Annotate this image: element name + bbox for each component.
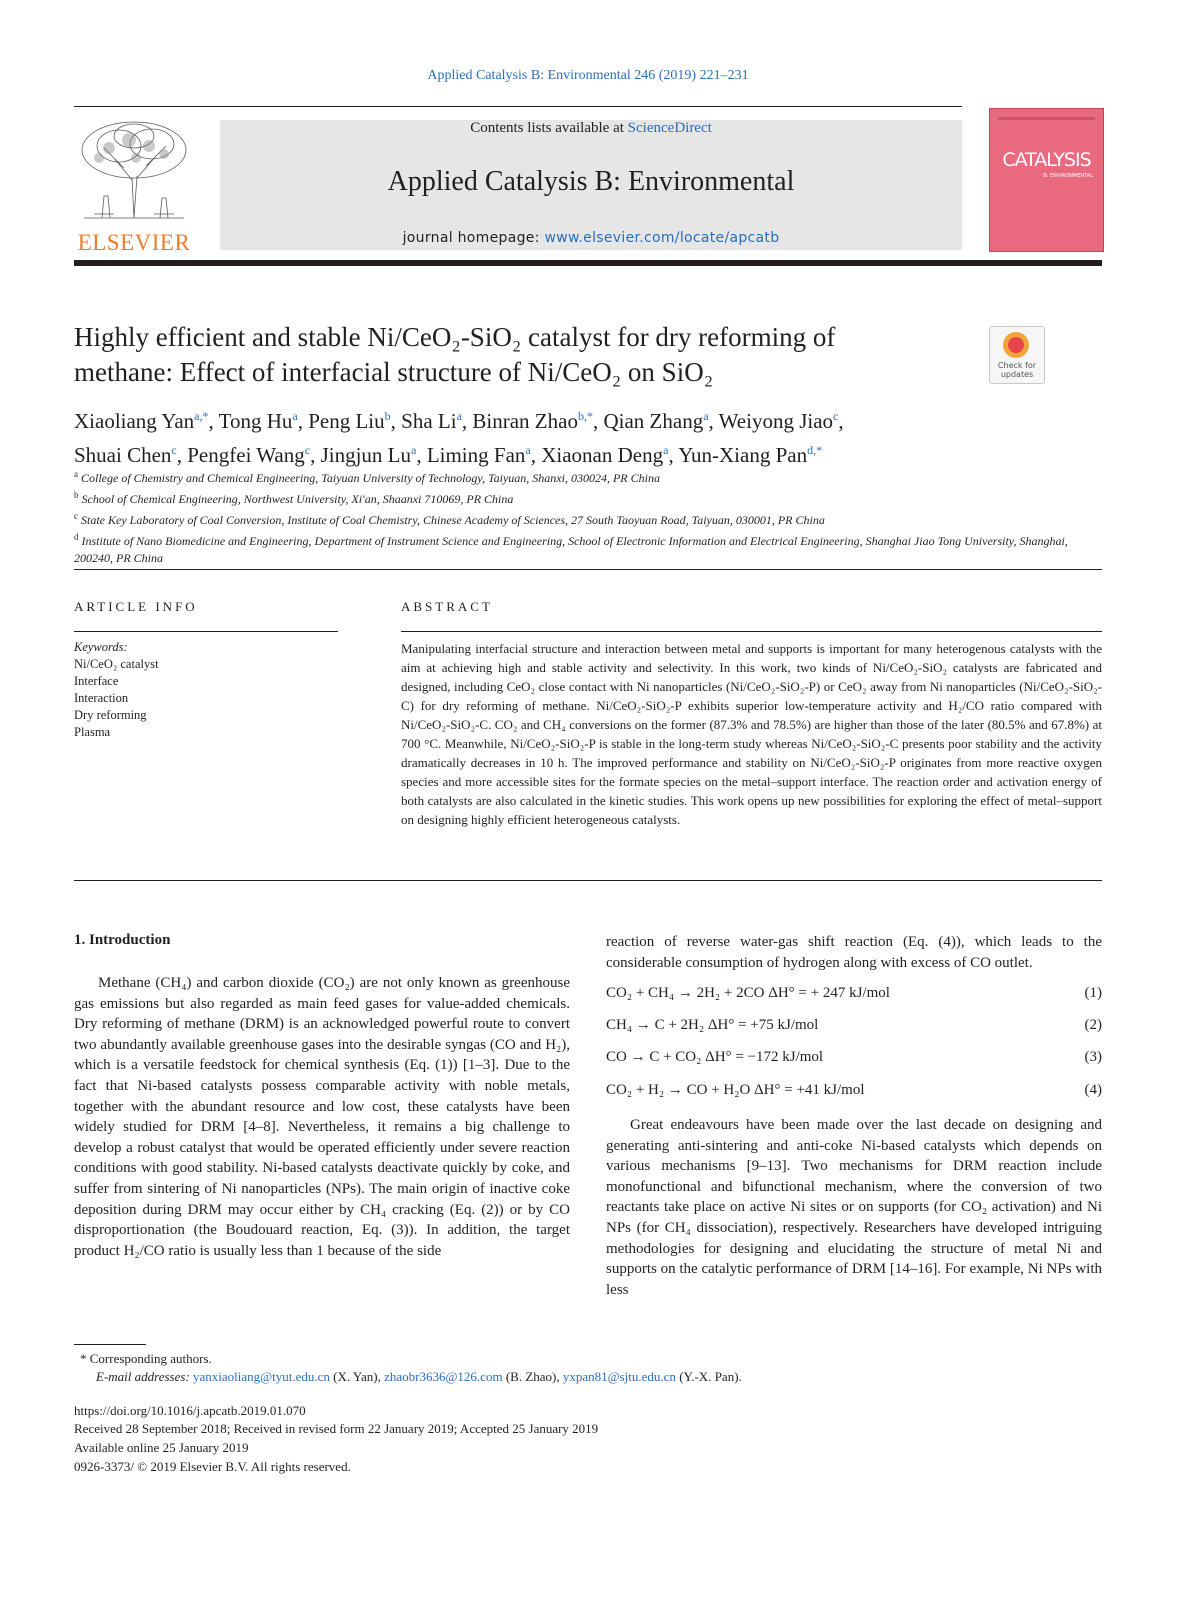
homepage-link[interactable]: www.elsevier.com/locate/apcatb [544, 230, 780, 246]
affiliation: $^c$ State Key Laboratory of Coal Conversion, Institute of Coal Chemistry, Chinese Academy of Sciences, 27 South Taoyuan Road, Taiyuan, 030001, PR China [74, 511, 825, 527]
introduction-right-paragraph-2: Great endeavours have been made over the last decade on designing and generating anti-sintering and anti-coke Ni-based catalysts which depends on various mechanisms [9–13]. Two mechanisms for DRM reaction include monofunctional and bifunctional mechanism, where the conversion of two reactants take place on active Ni sites or on supports (for CO₂ activation) and Ni NPs (for CH₄ dissociation), respectively. Researchers have developed intriguing methodologies for designing and elucidating the structure of metal Ni and supports on the catalytic performance of DRM [14–16]. For example, Ni NPs with less [606, 1117, 1102, 1298]
affiliations [74, 466, 1074, 567]
corresponding-note: * Corresponding authors. [80, 1351, 212, 1366]
introduction-heading: 1. Introduction [74, 932, 171, 948]
contents-line [220, 120, 962, 137]
introduction-left-paragraph: Methane (CH₄) and carbon dioxide (CO₂) are not only known as greenhouse gas emissions but also regarded as main feed gases for value-added chemicals. Dry reforming of methane (DRM) is an acknowledged powerful route to convert two abundantly available greenhouse gases into the desirable syngas (CO and H₂), which is a versatile feedstock for chemical synthesis (Eq. (1)) [1–3]. Due to the fact that Ni-based catalysts possess comparable activity with noble metals, together with the abundant resource and low cost, these catalysts have been widely studied for DRM [4–8]. Nevertheless, it remains a big challenge to develop a robust catalyst that would be operated efficiently under severe reaction conditions with good stability. Ni-based catalysts deactivate quickly by coke, and suffer from sintering of Ni nanoparticles (NPs). The main origin of inactive coke deposition during DRM may occur either by CH₄ cracking (Eq. (2)) or by CO disproportionation (the Boudouard reaction, Eq. (3)). In addition, the target product H₂/CO ratio is usually less than 1 because of the side [74, 975, 570, 1259]
journal-reference[interactable]: Applied Catalysis B: Environmental 246 (2019) 221–231 [427, 68, 749, 83]
keywords-block [74, 639, 338, 741]
author: Sha Li$^a$ [401, 409, 462, 433]
affiliation: $^b$ School of Chemical Engineering, Northwest University, Xi'an, Shaanxi 710069, PR China [74, 490, 514, 506]
abstract-text: Manipulating interfacial structure and interaction between metal and supports is important for many heterogenous catalysts with the aim at achieving high and stable activity and selectivity. In this work, two kinds of Ni/CeO₂-SiO₂ catalysts are fabricated and designed, including CeO₂ close contact with Ni nanoparticles (Ni/CeO₂-SiO₂-P) or CeO₂ away from Ni nanoparticles (Ni/CeO₂-SiO₂-C) for dry reforming of methane. Ni/CeO₂-SiO₂-P exhibits superior low-temperature activity and H₂/CO ratio compared with Ni/CeO₂-SiO₂-C. CO₂ and CH₄ conversions on the former (87.3% and 78.5%) are higher than those of the later (80.5% and 67.8%) at 700 °C. Meanwhile, Ni/CeO₂-SiO₂-P is stable in the long-term study whereas Ni/CeO₂-SiO₂-C presents poor stability and the activity dramatically decreases in 10 h. The improved performance and stability on Ni/CeO₂-SiO₂-P originates from more reactive oxygen species and more accessible sites for the formate species on the metal–support interface. The reaction order and activation energy of both catalysts are also calculated in the kinetic studies. This work opens up new possibilities for exploring the effect of metal–support on designing highly efficient heterogeneous catalysts. [401, 641, 1102, 827]
homepage-line [220, 230, 962, 246]
doi-link[interactable]: https://doi.org/10.1016/j.apcatb.2019.01.070 [74, 1403, 306, 1418]
equation-text: CO₂ + H₂ → CO + H₂O ΔH° = +41 kJ/mol [606, 1082, 865, 1098]
equation-number: (4) [1084, 1082, 1102, 1098]
email-link[interactable]: zhaobr3636@126.com [384, 1369, 503, 1384]
cover-title: CATALYSIS [1002, 149, 1091, 171]
keyword: Interface [74, 674, 119, 688]
cover-band [998, 117, 1095, 120]
email-owner: (B. Zhao), [502, 1369, 563, 1384]
article-info-rule [74, 631, 338, 632]
affiliation: $^d$ Institute of Nano Biomedicine and Engineering, Department of Instrument Science and Engineering, School of Electronic Information and Electrical Engineering, Shanghai Jiao Tong University, Shanghai, 200240, PR China [74, 532, 1068, 565]
author-list: Xiaoliang Yan$^{a,*}$, Tong Hu$^a$, Peng Liu$^b$, Sha Li$^a$, Binran Zhao$^{b,*}$, Qian Zhang$^a$, Weiyong Jiao$^c$, Shuai Chen$^c$, Pengfei Wang$^c$, Jingjun Lu$^a$, Liming Fan$^a$, Xiaonan Deng$^a$, Yun-Xiang Pan$^{d,*}$ [74, 409, 844, 467]
abstract-rule [401, 631, 1102, 632]
author: Jingjun Lu$^a$ [320, 443, 417, 467]
author: Weiyong Jiao$^c$ [718, 409, 839, 433]
author: Shuai Chen$^c$ [74, 443, 177, 467]
journal-cover[interactable] [989, 108, 1104, 252]
equation-number: (1) [1084, 985, 1102, 1001]
equation [606, 1049, 1102, 1071]
author: Yun-Xiang Pan$^{d,*}$ [678, 443, 823, 467]
email-link[interactable]: yxpan81@sjtu.edu.cn [562, 1369, 676, 1384]
contents-prefix: Contents lists available at [470, 120, 628, 136]
cover-subtitle: B: ENVIRONMENTAL [1043, 173, 1093, 179]
elsevier-tree-icon [74, 118, 194, 226]
email-label: E-mail addresses: [96, 1369, 194, 1384]
author: Xiaonan Deng$^a$ [541, 443, 669, 467]
section-rule [74, 569, 1102, 570]
email-line [96, 1368, 1124, 1386]
equation-text: CH₄ → C + 2H₂ ΔH° = +75 kJ/mol [606, 1017, 819, 1033]
affiliation: $^a$ College of Chemistry and Chemical Engineering, Taiyuan University of Technology, Taiyuan, Shanxi, 030024, PR China [74, 469, 660, 485]
author: Peng Liu$^b$ [308, 409, 391, 433]
sciencedirect-link[interactable]: ScienceDirect [627, 120, 712, 136]
email-link[interactable]: yanxiaoliang@tyut.edu.cn [193, 1369, 330, 1384]
available-online: Available online 25 January 2019 [74, 1440, 249, 1455]
keyword: Interaction [74, 691, 129, 705]
author: Tong Hu$^a$ [218, 409, 298, 433]
author: Liming Fan$^a$ [426, 443, 531, 467]
equation-number: (3) [1084, 1049, 1102, 1065]
journal-title: Applied Catalysis B: Environmental [387, 166, 795, 197]
journal-banner [220, 120, 962, 250]
publisher-name: ELSEVIER [77, 230, 191, 255]
author: Xiaoliang Yan$^{a,*}$ [74, 409, 209, 433]
copyright: 0926-3373/ © 2019 Elsevier B.V. All rights reserved. [74, 1459, 351, 1474]
email-owner: (X. Yan), [329, 1369, 385, 1384]
section-rule [74, 880, 1102, 881]
article-info-heading: ARTICLE INFO [74, 599, 198, 614]
elsevier-logo [74, 118, 194, 255]
equation-number: (2) [1084, 1017, 1102, 1033]
equation-text: CO₂ + CH₄ → 2H₂ + 2CO ΔH° = + 247 kJ/mol [606, 985, 890, 1001]
footnote-rule [74, 1344, 146, 1345]
header-rule [74, 106, 962, 107]
homepage-prefix: journal homepage: [402, 230, 545, 246]
title-line-1: Highly efficient and stable Ni/CeO₂-SiO₂ catalyst for dry reforming of [74, 322, 836, 352]
keyword: Dry reforming [74, 708, 147, 722]
keyword: Plasma [74, 725, 111, 739]
keywords-label: Keywords: [74, 640, 128, 654]
badge-text: Check for updates [997, 361, 1037, 379]
author: Binran Zhao$^{b,*}$ [472, 409, 593, 433]
title-line-2: methane: Effect of interfacial structure of Ni/CeO₂ on SiO₂ [74, 357, 714, 387]
author: Qian Zhang$^a$ [603, 409, 709, 433]
introduction-right-paragraph-1: reaction of reverse water-gas shift reaction (Eq. (4)), which leads to the considerable consumption of hydrogen along with excess of CO outlet. [606, 934, 1102, 971]
equation-text: CO → C + CO₂ ΔH° = −172 kJ/mol [606, 1049, 824, 1065]
equation [606, 1082, 1102, 1104]
email-owner: (Y.-X. Pan). [675, 1369, 742, 1384]
received-dates: Received 28 September 2018; Received in revised form 22 January 2019; Accepted 25 January 2019 [74, 1421, 599, 1436]
header-thick-rule [74, 260, 1102, 266]
author: Pengfei Wang$^c$ [187, 443, 311, 467]
abstract-heading: ABSTRACT [401, 599, 493, 614]
check-updates-icon [1003, 332, 1029, 358]
check-for-updates-badge[interactable] [989, 326, 1045, 384]
equation [606, 1017, 1102, 1039]
article-title [74, 320, 954, 390]
equation [606, 985, 1102, 1007]
keyword: Ni/CeO₂ catalyst [74, 657, 159, 671]
